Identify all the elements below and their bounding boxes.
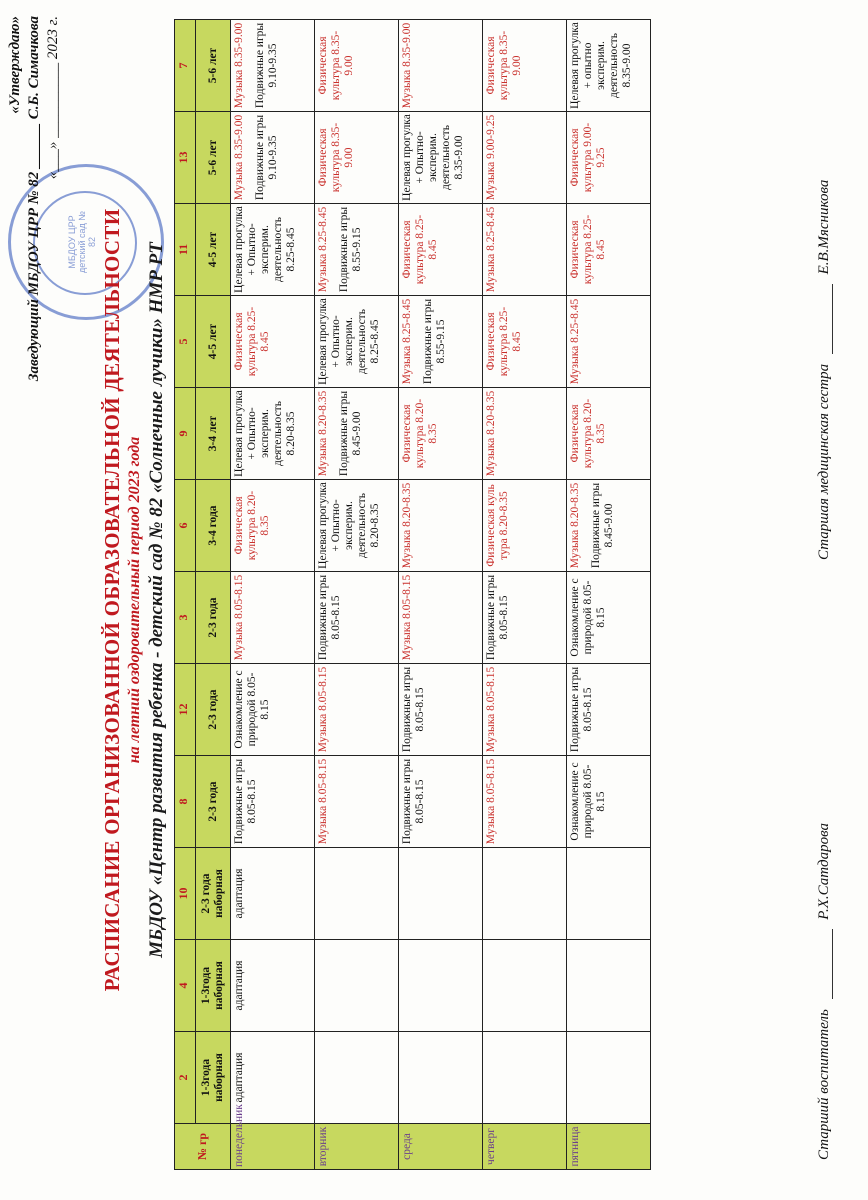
activity-entry: Музыка 8.05-8.15 (485, 758, 497, 845)
schedule-cell (231, 572, 315, 664)
activity-entry: Ознакомление с природой 8.05-8.15 (233, 670, 271, 749)
group-number-9: 9 (175, 388, 196, 480)
schedule-cell (399, 756, 483, 848)
group-age: 2-3 года (196, 664, 231, 756)
schedule-cell (567, 848, 651, 940)
activity-entry: Физическая культура 8.25-8.45 (233, 306, 271, 377)
schedule-cell (399, 296, 483, 388)
activity-entry: адаптация (233, 960, 245, 1011)
schedule-cell (231, 480, 315, 572)
schedule-cell (399, 572, 483, 664)
group-age: 5-6 лет (196, 20, 231, 112)
activity-entry: Музыка 8.05-8.15 (317, 666, 329, 753)
activity-entry: Музыка 8.25-8.45 (401, 298, 413, 385)
group-number-12: 12 (175, 664, 196, 756)
organization-name: МБДОУ «Центр развития ребенка - детский сад № 82 «Солнечные лучики» НМР РТ (146, 242, 167, 958)
day-row (315, 20, 399, 1170)
schedule-cell (315, 388, 399, 480)
group-age: 3-4 лет (196, 388, 231, 480)
activity-entry: Музыка 8.35-9.00 (401, 22, 413, 109)
page-title: РАСПИСАНИЕ ОРГАНИЗОВАННОЙ ОБРАЗОВАТЕЛЬНОЙ ДЕЯТЕЛЬНОСТИ (100, 208, 124, 992)
day-row (231, 20, 315, 1170)
group-age: 1-3года наборная (196, 940, 231, 1032)
schedule-cell (315, 940, 399, 1032)
activity-entry: Физическая куль тура 8.20-8.35 (485, 484, 510, 567)
activity-entry: Физическая культура 8.35-9.00 (317, 122, 355, 193)
day-name: среда (399, 1124, 483, 1170)
schedule-cell (315, 664, 399, 756)
activity-entry: Музыка 8.25-8.45 (485, 206, 497, 293)
senior-teacher-label: Старший воспитатель (816, 1009, 832, 1160)
schedule-cell (567, 20, 651, 112)
footer-senior-nurse (816, 180, 833, 560)
activity-entry: Музыка 8.05-8.15 (401, 574, 413, 661)
group-number-row (175, 20, 196, 1170)
group-number-7: 7 (175, 20, 196, 112)
schedule-cell (399, 940, 483, 1032)
activity-entry: Подвижные игры 8.05-8.15 (485, 574, 510, 661)
schedule-cell (567, 1032, 651, 1124)
schedule-cell (567, 388, 651, 480)
activity-entry: Физическая культура 8.25-8.45 (401, 214, 439, 285)
activity-entry: Физическая культура 9.00-9.25 (569, 122, 607, 193)
schedule-cell (231, 940, 315, 1032)
schedule-cell (231, 664, 315, 756)
activity-entry: Физическая культура 8.25-8.45 (485, 306, 523, 377)
schedule-cell (483, 20, 567, 112)
group-age: 4-5 лет (196, 296, 231, 388)
schedule-cell (315, 480, 399, 572)
group-age: 2-3 года наборная (196, 848, 231, 940)
day-row (483, 20, 567, 1170)
schedule-cell (231, 20, 315, 112)
day-name: вторник (315, 1124, 399, 1170)
page-subtitle: на летний оздоровительный период 2023 года (126, 436, 143, 764)
schedule-cell (231, 388, 315, 480)
signature-line (818, 929, 833, 999)
activity-entry: Музыка 8.35-9.00 (233, 114, 245, 201)
activity-entry: Физическая культура 8.35-9.00 (485, 30, 523, 101)
activity-entry: Музыка 8.20-8.35 (569, 482, 581, 569)
schedule-cell (483, 848, 567, 940)
schedule-cell (483, 664, 567, 756)
activity-entry: Физическая культура 8.20-8.35 (401, 398, 439, 469)
signature-line (818, 284, 833, 354)
approval-heading: «Утверждаю» (7, 16, 23, 114)
activity-entry: Музыка 8.20-8.35 (401, 482, 413, 569)
schedule-cell (567, 112, 651, 204)
schedule-cell (483, 1032, 567, 1124)
schedule-cell (231, 296, 315, 388)
schedule-cell (483, 388, 567, 480)
schedule-cell (315, 296, 399, 388)
activity-entry: Целевая прогулка + Опытно-эксперим. деятельность 8.35-9.00 (401, 114, 465, 201)
footer-senior-teacher (816, 823, 833, 1160)
activity-entry: Музыка 8.25-8.45 (317, 206, 329, 293)
schedule-cell (231, 204, 315, 296)
day-name: пятница (567, 1124, 651, 1170)
schedule-cell (315, 848, 399, 940)
activity-entry: Физическая культура 8.20-8.35 (569, 398, 607, 469)
schedule-cell (567, 296, 651, 388)
group-number-13: 13 (175, 112, 196, 204)
activity-entry: Музыка 8.25-8.45 (569, 298, 581, 385)
day-name: четверг (483, 1124, 567, 1170)
group-number-10: 10 (175, 848, 196, 940)
activity-entry: Подвижные игры 8.05-8.15 (401, 758, 426, 845)
day-row (399, 20, 483, 1170)
activity-entry: Целевая прогулка + Опытно-эксперим. деятельность 8.25-8.45 (233, 206, 297, 293)
schedule-cell (399, 664, 483, 756)
senior-teacher-name: Р.Х.Сатдарова (816, 822, 832, 920)
schedule-cell (315, 112, 399, 204)
approval-block (6, 16, 63, 381)
activity-entry: Подвижные игры 8.55-9.15 (338, 206, 363, 293)
schedule-cell (315, 572, 399, 664)
schedule-cell (231, 112, 315, 204)
schedule-cell (231, 848, 315, 940)
schedule-cell (567, 572, 651, 664)
activity-entry: Музыка 8.05-8.15 (317, 758, 329, 845)
activity-entry: Подвижные игры 8.05-8.15 (401, 666, 426, 753)
activity-entry: адаптация (233, 1052, 245, 1103)
activity-entry: Физическая культура 8.25-8.45 (569, 214, 607, 285)
activity-entry: адаптация (233, 868, 245, 919)
activity-entry: Подвижные игры 8.45-9.00 (338, 390, 363, 477)
schedule-cell (399, 204, 483, 296)
schedule-cell (483, 940, 567, 1032)
senior-nurse-name: Е.В.Мясникова (816, 179, 832, 275)
group-age: 3-4 года (196, 480, 231, 572)
activity-entry: Подвижные игры 8.55-9.15 (422, 298, 447, 385)
schedule-cell (399, 1032, 483, 1124)
activity-entry: Музыка 8.05-8.15 (485, 666, 497, 753)
schedule-cell (315, 1032, 399, 1124)
activity-entry: Подвижные игры 8.05-8.15 (569, 666, 594, 753)
activity-entry: Подвижные игры 8.05-8.15 (317, 574, 342, 661)
schedule-cell (399, 480, 483, 572)
activity-entry: Физическая культура 8.35-9.00 (317, 30, 355, 101)
schedule-cell (315, 756, 399, 848)
activity-entry: Музыка 8.05-8.15 (233, 574, 245, 661)
activity-entry: Целевая прогулка + Опытно-эксперим. деятельность 8.25-8.45 (317, 298, 381, 385)
group-number-8: 8 (175, 756, 196, 848)
activity-entry: Ознакомление с природой 8.05-8.15 (569, 762, 607, 841)
schedule-body (231, 20, 651, 1170)
day-row (567, 20, 651, 1170)
group-number-2: 2 (175, 1032, 196, 1124)
schedule-cell (567, 756, 651, 848)
activity-entry: Музыка 8.20-8.35 (317, 390, 329, 477)
group-number-11: 11 (175, 204, 196, 296)
group-age: 1-3года наборная (196, 1032, 231, 1124)
group-age: 5-6 лет (196, 112, 231, 204)
schedule-cell (315, 204, 399, 296)
senior-nurse-label: Старшая медицинская сестра (816, 363, 832, 560)
day-name: понедельник (231, 1124, 315, 1170)
schedule-cell (483, 296, 567, 388)
schedule-cell (483, 756, 567, 848)
activity-entry: Целевая прогулка + опытно эксперим. деятельность 8.35-9.00 (569, 22, 633, 109)
group-number-4: 4 (175, 940, 196, 1032)
schedule-cell (399, 20, 483, 112)
approval-head-line: Заведующий МБДОУ ЦРР № 82 ______ С.Б. Симачкова (26, 16, 42, 382)
stamp-label: МБДОУ ЦРР детский сад № 82 (67, 211, 97, 273)
activity-entry: Подвижные игры 8.45-9.00 (590, 482, 615, 569)
schedule-cell (483, 480, 567, 572)
group-number-3: 3 (175, 572, 196, 664)
activity-entry: Подвижные игры 8.05-8.15 (233, 758, 258, 845)
approval-date: «___» __________ 2023 г. (45, 16, 61, 180)
schedule-cell (567, 940, 651, 1032)
schedule-cell (483, 204, 567, 296)
group-age: 2-3 года (196, 756, 231, 848)
schedule-cell (483, 112, 567, 204)
activity-entry: Физическая культура 8.20-8.35 (233, 490, 271, 561)
schedule-cell (231, 756, 315, 848)
schedule-cell (567, 480, 651, 572)
group-number-5: 5 (175, 296, 196, 388)
schedule-cell (399, 112, 483, 204)
schedule-cell (399, 848, 483, 940)
activity-entry: Музыка 8.35-9.00 (233, 22, 245, 109)
group-age: 2-3 года (196, 572, 231, 664)
activity-entry: Целевая прогулка + Опытно-эксперим. деятельность 8.20-8.35 (233, 390, 297, 477)
schedule-cell (567, 204, 651, 296)
age-row (196, 20, 231, 1170)
activity-entry: Подвижные игры 9.10-9.35 (254, 22, 279, 109)
schedule-cell (399, 388, 483, 480)
schedule-cell (315, 20, 399, 112)
schedule-cell (483, 572, 567, 664)
activity-entry: Музыка 8.20-8.35 (485, 390, 497, 477)
activity-entry: Ознакомление с природой 8.05-8.15 (569, 578, 607, 657)
group-age: 4-5 лет (196, 204, 231, 296)
schedule-table (174, 19, 651, 1170)
group-number-6: 6 (175, 480, 196, 572)
activity-entry: Подвижные игры 9.10-9.35 (254, 114, 279, 201)
corner-cell: № гр (175, 1124, 231, 1170)
activity-entry: Целевая прогулка + Опытно-эксперим. деятельность 8.20-8.35 (317, 482, 381, 569)
activity-entry: Музыка 9.00-9.25 (485, 114, 497, 201)
schedule-cell (567, 664, 651, 756)
